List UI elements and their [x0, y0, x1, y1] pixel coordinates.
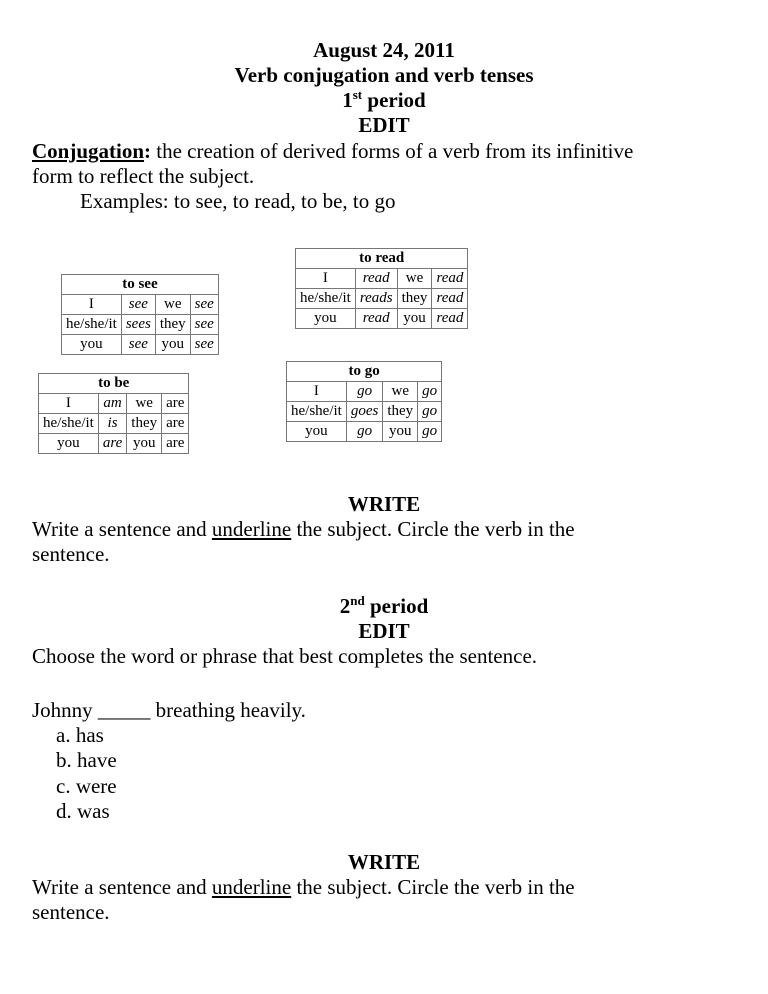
table-cell: you [287, 422, 347, 442]
option-c: c. were [56, 774, 117, 798]
text: Write a sentence and [32, 875, 212, 899]
table-row [62, 295, 219, 315]
table-cell: see [121, 295, 155, 315]
period-word: period [367, 88, 426, 112]
table-cell: he/she/it [62, 315, 122, 335]
write-instruction-2 [32, 875, 575, 900]
write-instruction-2-cont: sentence. [32, 900, 110, 924]
term: Conjugation [32, 139, 145, 163]
table-cell: see [121, 335, 155, 355]
table-cell: you [39, 434, 99, 454]
period-sup: st [352, 87, 363, 102]
option-a: a. has [56, 723, 104, 747]
table-cell: reads [355, 289, 397, 309]
table-cell: I [62, 295, 122, 315]
table-cell: are [162, 434, 189, 454]
table-cell: see [190, 335, 218, 355]
instruction: Choose the word or phrase that best completes the sentence. [32, 644, 538, 668]
table-cell: you [383, 422, 418, 442]
table-row [287, 402, 442, 422]
table-cell: they [155, 315, 190, 335]
edit-heading: EDIT [358, 113, 410, 137]
table-cell: he/she/it [39, 414, 99, 434]
table-cell: I [287, 382, 347, 402]
table-cell: go [346, 422, 383, 442]
table-cell: are [98, 434, 126, 454]
table-cell: are [162, 414, 189, 434]
period-sup: nd [350, 593, 365, 608]
text: the subject. Circle the verb in the [291, 517, 575, 541]
examples: Examples: to see, to read, to be, to go [80, 189, 396, 213]
table-cell: goes [346, 402, 383, 422]
period-word: period [369, 594, 429, 618]
period-heading [0, 88, 768, 113]
table-row [296, 289, 468, 309]
period-2-heading [0, 594, 768, 619]
table-cell: you [296, 309, 356, 329]
table-cell: I [296, 269, 356, 289]
table-cell: we [155, 295, 190, 315]
table-row [62, 315, 219, 335]
table-cell: they [383, 402, 418, 422]
table-cell: you [62, 335, 122, 355]
table-cell: read [432, 269, 468, 289]
table-cell: go [418, 402, 442, 422]
table-cell: go [346, 382, 383, 402]
table-cell: you [127, 434, 162, 454]
option-d: d. was [56, 799, 110, 823]
table-cell: go [418, 382, 442, 402]
table-cell: you [155, 335, 190, 355]
table-row [62, 335, 219, 355]
table-cell: he/she/it [296, 289, 356, 309]
table-cell: am [98, 394, 126, 414]
document-title: Verb conjugation and verb tenses [234, 63, 534, 87]
table-cell: read [432, 309, 468, 329]
table-title: to go [287, 362, 442, 382]
table-cell: read [355, 309, 397, 329]
table-row [296, 269, 468, 289]
write-heading-1: WRITE [347, 492, 421, 516]
table-cell: we [127, 394, 162, 414]
write-instruction-1-cont: sentence. [32, 542, 110, 566]
option-b: b. have [56, 748, 117, 772]
table-cell: I [39, 394, 99, 414]
table-row [296, 309, 468, 329]
table-row [287, 382, 442, 402]
colon: : [144, 139, 152, 163]
definition-line-1 [32, 139, 633, 164]
text: the subject. Circle the verb in the [291, 875, 575, 899]
table-cell: sees [121, 315, 155, 335]
table-to-read [295, 248, 468, 329]
table-cell: is [98, 414, 126, 434]
table-cell: see [190, 315, 218, 335]
edit-heading-2: EDIT [358, 619, 410, 643]
table-to-go [286, 361, 442, 442]
period-num: 1 [342, 88, 353, 112]
period-num: 2 [339, 594, 351, 618]
write-heading-2: WRITE [347, 850, 421, 874]
table-row [39, 434, 189, 454]
table-cell: he/she/it [287, 402, 347, 422]
write-instruction-1 [32, 517, 575, 542]
date: August 24, 2011 [313, 38, 455, 62]
table-to-be [38, 373, 189, 454]
table-cell: they [397, 289, 432, 309]
table-cell: go [418, 422, 442, 442]
definition-line-2: form to reflect the subject. [32, 164, 255, 188]
underline-word: underline [211, 517, 292, 541]
table-row [39, 394, 189, 414]
table-cell: read [355, 269, 397, 289]
table-row [287, 422, 442, 442]
definition: the creation of derived forms of a verb from its infinitive [151, 139, 634, 163]
table-cell: you [397, 309, 432, 329]
table-cell: we [383, 382, 418, 402]
table-cell: they [127, 414, 162, 434]
underline-word: underline [211, 875, 292, 899]
table-row [39, 414, 189, 434]
text: Write a sentence and [32, 517, 212, 541]
table-cell: we [397, 269, 432, 289]
table-title: to read [296, 249, 468, 269]
table-cell: read [432, 289, 468, 309]
question: Johnny _____ breathing heavily. [32, 698, 306, 722]
table-cell: see [190, 295, 218, 315]
table-to-see [61, 274, 219, 355]
table-title: to see [62, 275, 219, 295]
table-title: to be [39, 374, 189, 394]
table-cell: are [162, 394, 189, 414]
